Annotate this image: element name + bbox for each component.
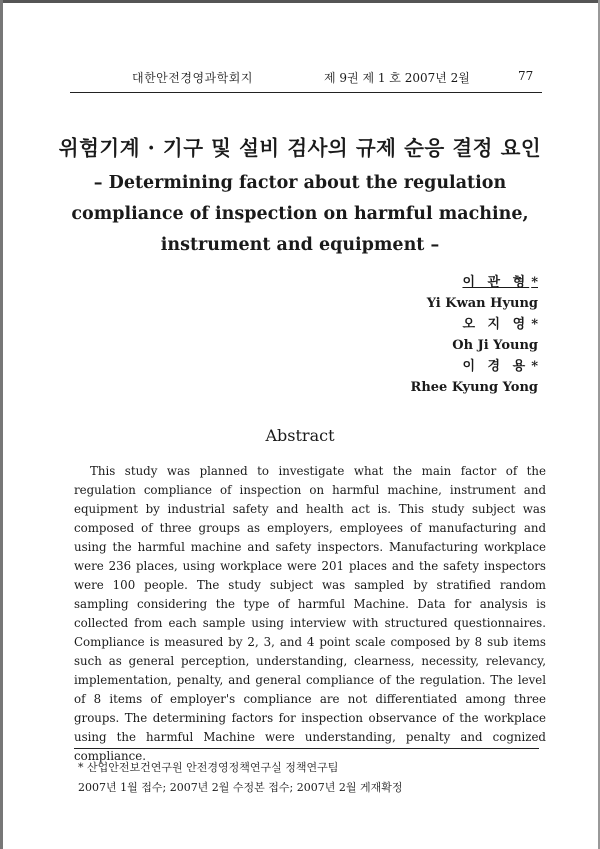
- author-name-korean: 이 관 형 *: [462, 275, 538, 290]
- running-header: [0, 69, 600, 89]
- title-english-line: – Determining factor about the regulation: [93, 173, 507, 193]
- scan-edge-left: [0, 0, 3, 849]
- footnote: [78, 758, 543, 798]
- title-block: [40, 134, 560, 261]
- title-english-line: compliance of inspection on harmful machine,: [71, 204, 529, 224]
- author-name-korean: 오 지 영 *: [462, 317, 538, 332]
- author-name-korean: 이 경 용 *: [462, 359, 538, 374]
- author-name-english: Rhee Kyung Yong: [410, 380, 538, 395]
- affiliation-mark: *: [531, 317, 538, 332]
- author-list: [411, 272, 538, 398]
- abstract-heading: Abstract: [265, 426, 335, 445]
- footnote-dates: 2007년 1월 접수; 2007년 2월 수정본 접수; 2007년 2월 게재확정: [78, 781, 403, 794]
- footnote-affiliation: * 산업안전보건연구원 안전경영정책연구실 정책연구팀: [78, 761, 339, 774]
- title-english-line: instrument and equipment –: [160, 235, 440, 255]
- title-english: [40, 168, 560, 261]
- issue-info: 제 9권 제 1 호 2007년 2월: [324, 71, 470, 85]
- author-name-english: Yi Kwan Hyung: [426, 296, 538, 311]
- scan-edge-top: [0, 0, 600, 3]
- footnote-rule: [74, 748, 539, 749]
- journal-name: 대한안전경영과학회지: [132, 71, 253, 85]
- author-name-english: Oh Ji Young: [452, 338, 538, 353]
- page-number: 77: [518, 69, 534, 83]
- affiliation-mark: *: [531, 275, 538, 290]
- header-rule: [70, 92, 542, 93]
- title-korean: 위험기계 · 기구 및 설비 검사의 규제 순응 결정 요인: [58, 136, 542, 160]
- abstract-body: This study was planned to investigate what the main factor of the regulation compliance of inspection on harmful machine, instrument and equipment by industrial safety and health act is. This study subject was composed of three groups as employers, employees of manufacturing and using the harmful machine and safety inspectors. Manufacturing workplace were 236 places, using workplace were 201 places and the safety inspectors were 100 people. The study subject was sampled by stratified random sampling considering the type of harmful Machine. Data for analysis is collected from each sample using interview with structured questionnaires. Compliance is measured by 2, 3, and 4 point scale composed by 8 sub items such as general perception, understanding, clearness, necessity, relevancy, implementation, penalty, and general compliance of the regulation. The level of 8 items of employer's compliance are not differentiated among three groups. The determining factors for inspection observance of the workplace using the harmful Machine were understanding, penalty and cognized compliance.: [74, 464, 546, 763]
- affiliation-mark: *: [531, 359, 538, 374]
